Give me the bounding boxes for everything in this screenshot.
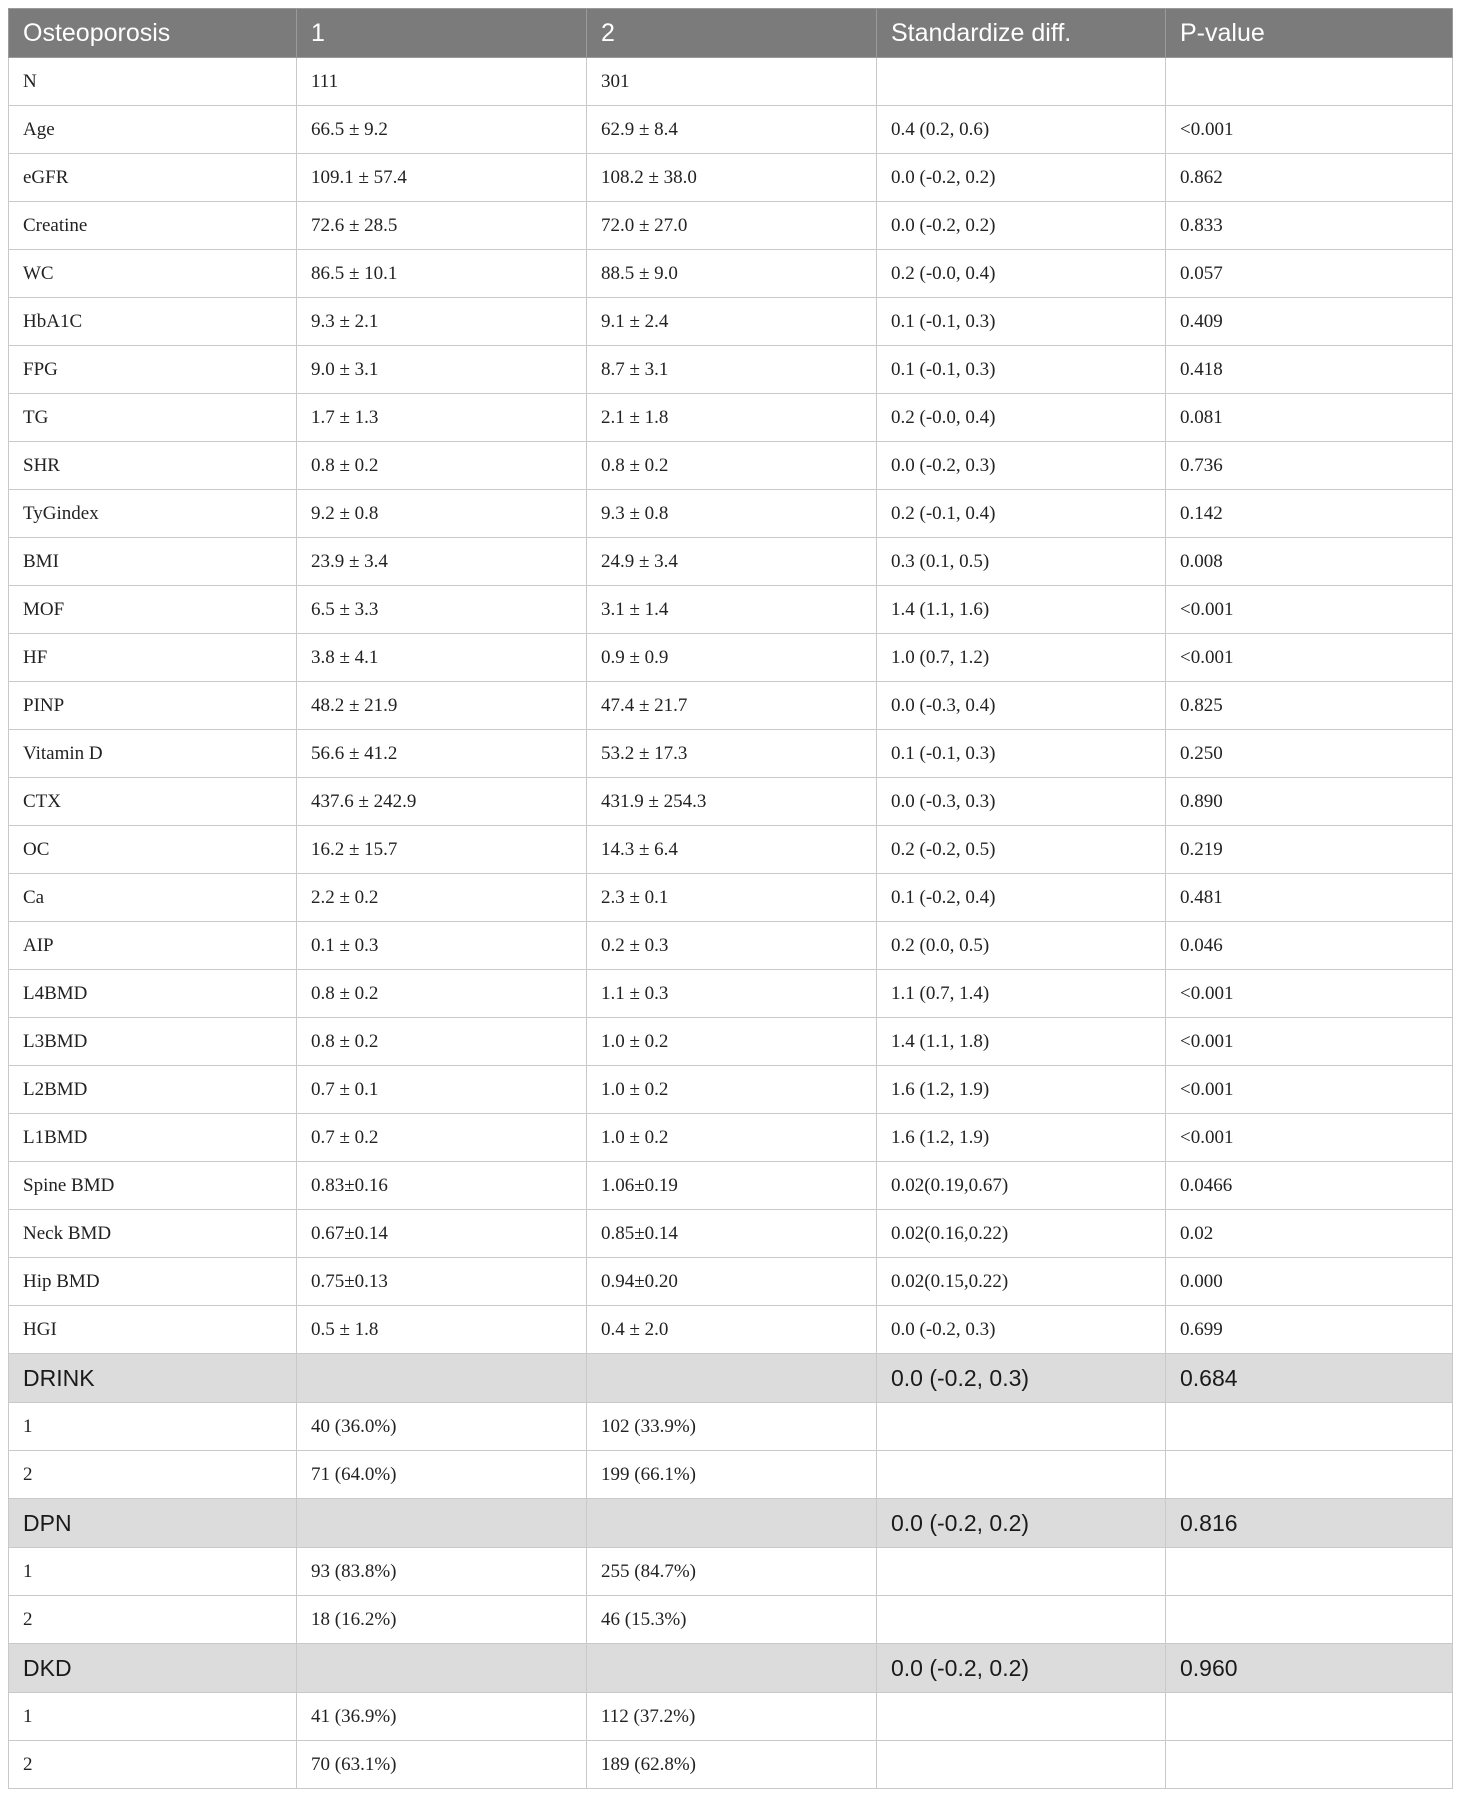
table-row	[9, 202, 1453, 250]
table-row	[9, 1548, 1453, 1596]
cell-p-value: <0.001	[1166, 1066, 1453, 1114]
cell-group-2: 0.9 ± 0.9	[587, 634, 877, 682]
cell-variable: FPG	[9, 346, 297, 394]
cell-p-value: 0.736	[1166, 442, 1453, 490]
table-row	[9, 154, 1453, 202]
table-row	[9, 490, 1453, 538]
cell-variable: L1BMD	[9, 1114, 297, 1162]
cell-std-diff: 0.0 (-0.2, 0.3)	[877, 1306, 1166, 1354]
cell-group-1: 66.5 ± 9.2	[297, 106, 587, 154]
cell-group-2: 88.5 ± 9.0	[587, 250, 877, 298]
cell-variable: PINP	[9, 682, 297, 730]
cell-variable: Ca	[9, 874, 297, 922]
cell-p-value: 0.02	[1166, 1210, 1453, 1258]
cell-variable: CTX	[9, 778, 297, 826]
cell-variable: DKD	[9, 1644, 297, 1693]
cell-group-1: 6.5 ± 3.3	[297, 586, 587, 634]
cell-std-diff: 0.0 (-0.3, 0.4)	[877, 682, 1166, 730]
cell-group-2: 53.2 ± 17.3	[587, 730, 877, 778]
group-row	[9, 1644, 1453, 1693]
cell-group-1: 437.6 ± 242.9	[297, 778, 587, 826]
cell-std-diff: 0.0 (-0.3, 0.3)	[877, 778, 1166, 826]
cell-p-value: 0.699	[1166, 1306, 1453, 1354]
cell-group-2: 9.3 ± 0.8	[587, 490, 877, 538]
cell-std-diff: 0.2 (-0.2, 0.5)	[877, 826, 1166, 874]
cell-p-value: 0.816	[1166, 1499, 1453, 1548]
cell-std-diff: 0.0 (-0.2, 0.3)	[877, 442, 1166, 490]
cell-group-1: 0.67±0.14	[297, 1210, 587, 1258]
table-row	[9, 826, 1453, 874]
table-row	[9, 922, 1453, 970]
cell-group-1: 2.2 ± 0.2	[297, 874, 587, 922]
cell-group-2: 0.8 ± 0.2	[587, 442, 877, 490]
cell-group-1: 9.2 ± 0.8	[297, 490, 587, 538]
cell-variable: Neck BMD	[9, 1210, 297, 1258]
cell-variable: HbA1C	[9, 298, 297, 346]
cell-std-diff: 0.1 (-0.2, 0.4)	[877, 874, 1166, 922]
cell-group-2: 112 (37.2%)	[587, 1693, 877, 1741]
table-row	[9, 394, 1453, 442]
cell-p-value: 0.960	[1166, 1644, 1453, 1693]
cell-group-2: 1.06±0.19	[587, 1162, 877, 1210]
cell-std-diff: 0.1 (-0.1, 0.3)	[877, 346, 1166, 394]
cell-variable: DPN	[9, 1499, 297, 1548]
cell-group-2: 24.9 ± 3.4	[587, 538, 877, 586]
cell-group-1: 70 (63.1%)	[297, 1741, 587, 1789]
cell-group-1: 72.6 ± 28.5	[297, 202, 587, 250]
cell-p-value: 0.081	[1166, 394, 1453, 442]
cell-std-diff: 1.0 (0.7, 1.2)	[877, 634, 1166, 682]
cell-std-diff	[877, 1548, 1166, 1596]
cell-group-1: 111	[297, 58, 587, 106]
cell-p-value: 0.890	[1166, 778, 1453, 826]
cell-group-1: 3.8 ± 4.1	[297, 634, 587, 682]
cell-group-2: 255 (84.7%)	[587, 1548, 877, 1596]
cell-group-2: 8.7 ± 3.1	[587, 346, 877, 394]
cell-std-diff	[877, 1403, 1166, 1451]
cell-group-2: 1.1 ± 0.3	[587, 970, 877, 1018]
cell-group-2: 62.9 ± 8.4	[587, 106, 877, 154]
cell-std-diff: 1.6 (1.2, 1.9)	[877, 1066, 1166, 1114]
table-row	[9, 1451, 1453, 1499]
cell-p-value	[1166, 1451, 1453, 1499]
table-row	[9, 1018, 1453, 1066]
cell-std-diff: 1.6 (1.2, 1.9)	[877, 1114, 1166, 1162]
cell-group-1: 109.1 ± 57.4	[297, 154, 587, 202]
cell-group-1: 71 (64.0%)	[297, 1451, 587, 1499]
cell-group-1: 0.8 ± 0.2	[297, 970, 587, 1018]
cell-group-2	[587, 1499, 877, 1548]
table-row	[9, 1114, 1453, 1162]
cell-variable: BMI	[9, 538, 297, 586]
cell-group-1: 9.3 ± 2.1	[297, 298, 587, 346]
cell-group-1: 41 (36.9%)	[297, 1693, 587, 1741]
cell-group-1: 0.5 ± 1.8	[297, 1306, 587, 1354]
cell-group-2	[587, 1354, 877, 1403]
table-row	[9, 874, 1453, 922]
table-row	[9, 346, 1453, 394]
cell-p-value: <0.001	[1166, 586, 1453, 634]
cell-std-diff: 0.02(0.15,0.22)	[877, 1258, 1166, 1306]
cell-p-value: 0.825	[1166, 682, 1453, 730]
cell-p-value	[1166, 1548, 1453, 1596]
cell-variable: 1	[9, 1548, 297, 1596]
cell-variable: Creatine	[9, 202, 297, 250]
cell-group-1: 0.1 ± 0.3	[297, 922, 587, 970]
cell-p-value: 0.862	[1166, 154, 1453, 202]
cell-std-diff	[877, 1596, 1166, 1644]
cell-variable: L4BMD	[9, 970, 297, 1018]
cell-group-2: 102 (33.9%)	[587, 1403, 877, 1451]
cell-std-diff: 0.02(0.16,0.22)	[877, 1210, 1166, 1258]
table-row	[9, 634, 1453, 682]
cell-std-diff	[877, 1693, 1166, 1741]
table-row	[9, 1162, 1453, 1210]
cell-variable: Spine BMD	[9, 1162, 297, 1210]
cell-group-1: 16.2 ± 15.7	[297, 826, 587, 874]
cell-std-diff: 1.4 (1.1, 1.8)	[877, 1018, 1166, 1066]
cell-std-diff	[877, 1451, 1166, 1499]
table-row	[9, 778, 1453, 826]
cell-p-value	[1166, 1596, 1453, 1644]
cell-p-value	[1166, 1741, 1453, 1789]
cell-variable: 1	[9, 1403, 297, 1451]
cell-variable: SHR	[9, 442, 297, 490]
cell-p-value: 0.684	[1166, 1354, 1453, 1403]
table-row	[9, 442, 1453, 490]
cell-variable: Age	[9, 106, 297, 154]
group-row	[9, 1354, 1453, 1403]
cell-group-1: 40 (36.0%)	[297, 1403, 587, 1451]
cell-group-2	[587, 1644, 877, 1693]
cell-group-2: 1.0 ± 0.2	[587, 1114, 877, 1162]
cell-std-diff: 0.3 (0.1, 0.5)	[877, 538, 1166, 586]
cell-variable: WC	[9, 250, 297, 298]
cell-variable: HF	[9, 634, 297, 682]
table-row	[9, 250, 1453, 298]
cell-std-diff: 0.2 (-0.0, 0.4)	[877, 250, 1166, 298]
cell-variable: 2	[9, 1596, 297, 1644]
table-row	[9, 970, 1453, 1018]
table-row	[9, 1066, 1453, 1114]
cell-group-1: 0.8 ± 0.2	[297, 442, 587, 490]
table-body	[9, 58, 1453, 1789]
cell-group-2: 1.0 ± 0.2	[587, 1018, 877, 1066]
column-header-p-value: P-value	[1166, 9, 1453, 58]
cell-p-value: 0.418	[1166, 346, 1453, 394]
cell-p-value: <0.001	[1166, 634, 1453, 682]
table-row	[9, 538, 1453, 586]
cell-group-2: 189 (62.8%)	[587, 1741, 877, 1789]
table-row	[9, 106, 1453, 154]
header-row	[9, 9, 1453, 58]
cell-p-value: 0.250	[1166, 730, 1453, 778]
cell-group-2: 0.2 ± 0.3	[587, 922, 877, 970]
cell-variable: TG	[9, 394, 297, 442]
table-row	[9, 1403, 1453, 1451]
cell-std-diff: 0.1 (-0.1, 0.3)	[877, 730, 1166, 778]
cell-group-2: 199 (66.1%)	[587, 1451, 877, 1499]
cell-group-1: 86.5 ± 10.1	[297, 250, 587, 298]
table-row	[9, 1693, 1453, 1741]
cell-group-1: 9.0 ± 3.1	[297, 346, 587, 394]
cell-group-2: 0.85±0.14	[587, 1210, 877, 1258]
column-header-group-1: 1	[297, 9, 587, 58]
table-header	[9, 9, 1453, 58]
cell-group-1: 1.7 ± 1.3	[297, 394, 587, 442]
table-row	[9, 730, 1453, 778]
cell-variable: Vitamin D	[9, 730, 297, 778]
cell-std-diff: 0.1 (-0.1, 0.3)	[877, 298, 1166, 346]
cell-group-1	[297, 1354, 587, 1403]
cell-group-2: 0.4 ± 2.0	[587, 1306, 877, 1354]
cell-group-2: 9.1 ± 2.4	[587, 298, 877, 346]
cell-group-1	[297, 1499, 587, 1548]
table-row	[9, 682, 1453, 730]
cell-std-diff: 0.0 (-0.2, 0.2)	[877, 154, 1166, 202]
cell-std-diff: 0.0 (-0.2, 0.2)	[877, 202, 1166, 250]
cell-group-1: 56.6 ± 41.2	[297, 730, 587, 778]
cell-group-2: 47.4 ± 21.7	[587, 682, 877, 730]
cell-std-diff	[877, 1741, 1166, 1789]
cell-p-value: 0.481	[1166, 874, 1453, 922]
cell-group-2: 0.94±0.20	[587, 1258, 877, 1306]
cell-group-2: 431.9 ± 254.3	[587, 778, 877, 826]
cell-group-1: 18 (16.2%)	[297, 1596, 587, 1644]
cell-group-2: 108.2 ± 38.0	[587, 154, 877, 202]
cell-std-diff: 1.4 (1.1, 1.6)	[877, 586, 1166, 634]
cell-variable: L2BMD	[9, 1066, 297, 1114]
cell-std-diff: 0.0 (-0.2, 0.2)	[877, 1499, 1166, 1548]
cell-p-value: 0.000	[1166, 1258, 1453, 1306]
cell-group-1: 23.9 ± 3.4	[297, 538, 587, 586]
cell-variable: 1	[9, 1693, 297, 1741]
cell-variable: N	[9, 58, 297, 106]
cell-p-value: 0.142	[1166, 490, 1453, 538]
table-row	[9, 1258, 1453, 1306]
cell-group-1	[297, 1644, 587, 1693]
cell-group-1: 93 (83.8%)	[297, 1548, 587, 1596]
column-header-variable: Osteoporosis	[9, 9, 297, 58]
cell-p-value	[1166, 1403, 1453, 1451]
cell-std-diff: 1.1 (0.7, 1.4)	[877, 970, 1166, 1018]
cell-p-value: 0.409	[1166, 298, 1453, 346]
cell-group-1: 0.7 ± 0.1	[297, 1066, 587, 1114]
cell-p-value: <0.001	[1166, 1018, 1453, 1066]
cell-group-2: 301	[587, 58, 877, 106]
cell-variable: Hip BMD	[9, 1258, 297, 1306]
cell-variable: 2	[9, 1451, 297, 1499]
cell-variable: OC	[9, 826, 297, 874]
cell-p-value: 0.057	[1166, 250, 1453, 298]
table-row	[9, 1596, 1453, 1644]
cell-group-2: 14.3 ± 6.4	[587, 826, 877, 874]
data-table	[8, 8, 1453, 1789]
cell-p-value: 0.219	[1166, 826, 1453, 874]
cell-variable: AIP	[9, 922, 297, 970]
cell-std-diff: 0.2 (-0.1, 0.4)	[877, 490, 1166, 538]
cell-variable: eGFR	[9, 154, 297, 202]
cell-std-diff: 0.4 (0.2, 0.6)	[877, 106, 1166, 154]
cell-group-2: 2.3 ± 0.1	[587, 874, 877, 922]
cell-group-1: 0.75±0.13	[297, 1258, 587, 1306]
cell-variable: HGI	[9, 1306, 297, 1354]
table-container	[8, 8, 1452, 1789]
cell-variable: 2	[9, 1741, 297, 1789]
cell-variable: DRINK	[9, 1354, 297, 1403]
cell-std-diff: 0.0 (-0.2, 0.3)	[877, 1354, 1166, 1403]
table-row	[9, 1306, 1453, 1354]
cell-group-1: 0.8 ± 0.2	[297, 1018, 587, 1066]
cell-p-value	[1166, 1693, 1453, 1741]
cell-group-2: 72.0 ± 27.0	[587, 202, 877, 250]
cell-variable: MOF	[9, 586, 297, 634]
group-row	[9, 1499, 1453, 1548]
cell-std-diff: 0.2 (-0.0, 0.4)	[877, 394, 1166, 442]
cell-group-2: 1.0 ± 0.2	[587, 1066, 877, 1114]
cell-p-value: <0.001	[1166, 970, 1453, 1018]
cell-std-diff: 0.0 (-0.2, 0.2)	[877, 1644, 1166, 1693]
cell-std-diff: 0.2 (0.0, 0.5)	[877, 922, 1166, 970]
cell-group-2: 3.1 ± 1.4	[587, 586, 877, 634]
cell-p-value: 0.008	[1166, 538, 1453, 586]
cell-p-value: <0.001	[1166, 106, 1453, 154]
cell-p-value: 0.0466	[1166, 1162, 1453, 1210]
table-row	[9, 1741, 1453, 1789]
cell-variable: L3BMD	[9, 1018, 297, 1066]
cell-variable: TyGindex	[9, 490, 297, 538]
cell-p-value: 0.833	[1166, 202, 1453, 250]
cell-p-value: <0.001	[1166, 1114, 1453, 1162]
cell-std-diff: 0.02(0.19,0.67)	[877, 1162, 1166, 1210]
table-row	[9, 58, 1453, 106]
cell-std-diff	[877, 58, 1166, 106]
cell-group-2: 2.1 ± 1.8	[587, 394, 877, 442]
cell-group-1: 48.2 ± 21.9	[297, 682, 587, 730]
column-header-std-diff: Standardize diff.	[877, 9, 1166, 58]
column-header-group-2: 2	[587, 9, 877, 58]
cell-p-value: 0.046	[1166, 922, 1453, 970]
cell-group-1: 0.7 ± 0.2	[297, 1114, 587, 1162]
cell-group-2: 46 (15.3%)	[587, 1596, 877, 1644]
table-row	[9, 586, 1453, 634]
table-row	[9, 298, 1453, 346]
cell-group-1: 0.83±0.16	[297, 1162, 587, 1210]
table-row	[9, 1210, 1453, 1258]
cell-p-value	[1166, 58, 1453, 106]
